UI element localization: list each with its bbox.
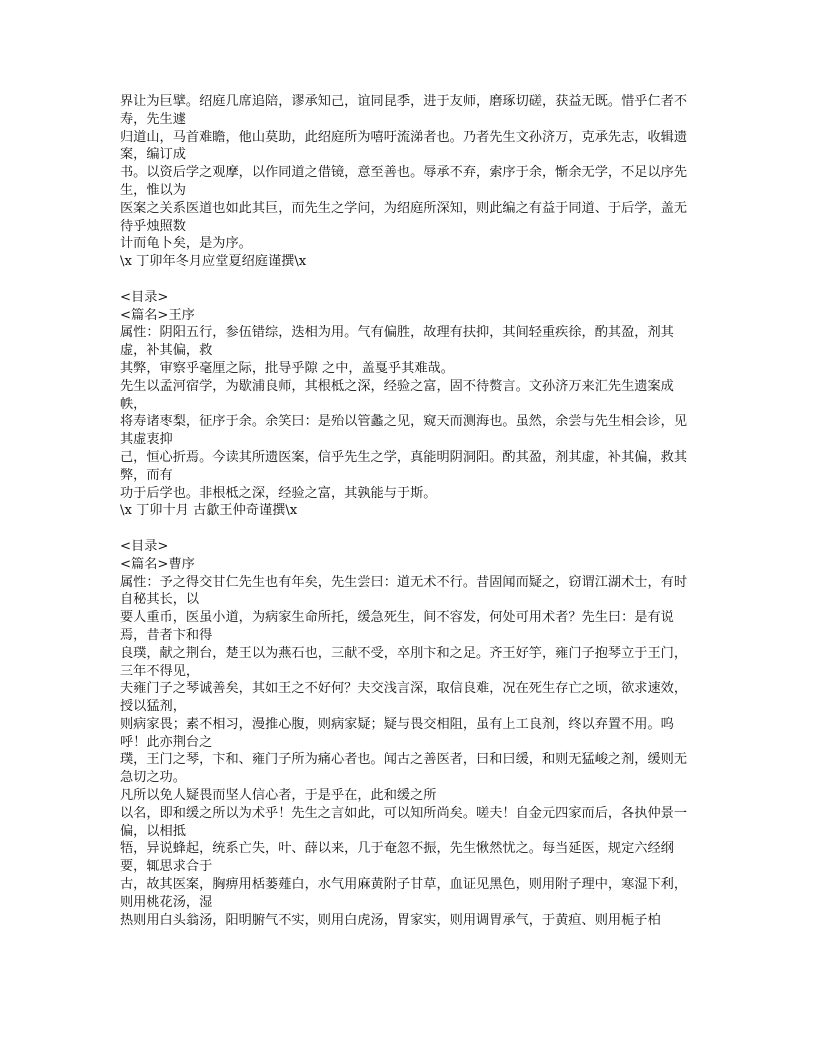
preface-xia-section bbox=[120, 93, 700, 271]
signature-line: \x 丁卯十月 古歙王仲奇谨撰\x bbox=[120, 503, 298, 519]
paragraph-line: 属性：予之得交甘仁先生也有年矣，先生尝曰：道无术不行。昔固闻而疑之，窃谓江湖术士，有时自秘其长，以 bbox=[120, 574, 688, 608]
paragraph-line: 功于后学也。非根柢之深，经验之富，其孰能与于斯。 bbox=[120, 485, 437, 501]
toc-marker: <目录> bbox=[120, 289, 169, 305]
paragraph-line: 属性：阴阳五行，参伍错综，迭相为用。气有偏胜，故理有扶抑，其间轻重疾徐，酌其盈，剂其虚，补其偏，救 bbox=[120, 325, 674, 359]
paragraph-line: 牾，异说蜂起，统系亡失，叶、薛以来，几于奄忽不振，先生愀然忧之。每当延医，规定六经纲要，辄思求合于 bbox=[120, 841, 674, 875]
paragraph-line: 以名，即和缓之所以为术乎！先生之言如此，可以知所尚矣。嗟夫！自金元四家而后，各执仲景一偏，以相抵 bbox=[120, 805, 688, 839]
paragraph-line: 夫雍门子之琴诚善矣，其如王之不好何？夫交浅言深，取信良难，况在死生存亡之顷，欲求速效，授以猛剂， bbox=[120, 681, 688, 715]
paragraph-line: 热则用白头翁汤，阳明腑气不实，则用白虎汤，胃家实，则用调胃承气，于黄疸、则用栀子柏 bbox=[120, 912, 661, 928]
section-title: <篇名>曹序 bbox=[120, 556, 195, 572]
paragraph-line: 则病家畏；素不相习，漫推心腹，则病家疑；疑与畏交相阻，虽有上工良剂，终以弃置不用。呜呼！此亦荆台之 bbox=[120, 716, 674, 750]
toc-marker: <目录> bbox=[120, 538, 169, 554]
paragraph-line: 医案之关系医道也如此其巨，而先生之学问，为绍庭所深知，则此编之有益于同道、于后学，盖无待乎烛照数 bbox=[120, 200, 688, 234]
section-title: <篇名>王序 bbox=[120, 307, 195, 323]
blank-line bbox=[120, 520, 700, 538]
paragraph-line: 其弊，审察乎毫厘之际，批导乎隙 之中，盖戛乎其难哉。 bbox=[120, 360, 454, 376]
paragraph-line: 书。以资后学之观摩，以作同道之借镜，意至善也。辱承不弃，索序于余，惭余无学，不足以序先生，惟以为 bbox=[120, 165, 688, 198]
document-page bbox=[120, 93, 700, 929]
blank-line bbox=[120, 271, 700, 289]
preface-cao-section bbox=[120, 538, 700, 930]
paragraph-line: 己，恒心折焉。今读其所遗医案，信乎先生之学，真能明阴洞阳。酌其盈，剂其虚，补其偏，救其弊，而有 bbox=[120, 449, 688, 483]
paragraph-line: 良璞，献之荆台，楚王以为燕石也，三献不受，卒刖卞和之足。齐王好竽，雍门子抱琴立于王门，三年不得见， bbox=[120, 645, 688, 679]
paragraph-line: 凡所以免人疑畏而坚人信心者，于是乎在，此和缓之所 bbox=[120, 788, 437, 804]
paragraph-line: 归道山，马首难瞻，他山莫助，此绍庭所为嘻吁流涕者也。乃者先生文孙济万，克承先志，收辑遗案，编订成 bbox=[120, 129, 688, 163]
paragraph-line: 将寿诸枣梨，征序于余。余笑曰：是殆以管蠡之见，窥天而测海也。虽然，余尝与先生相会诊，见其虚衷抑 bbox=[120, 414, 688, 448]
paragraph-line: 要人重币，医虽小道，为病家生命所托，缓急死生，间不容发，何处可用术者？先生曰：是有说焉，昔者卞和得 bbox=[120, 610, 674, 643]
paragraph-line: 古，故其医案，胸痹用栝蒌薤白，水气用麻黄附子甘草，血证见黑色，则用附子理中，寒湿下利，则用桃花汤，湿 bbox=[120, 877, 688, 910]
paragraph-line: 璞，王门之琴，卞和、雍门子所为痛心者也。闻古之善医者，曰和曰缓，和则无猛峻之剂，缓则无急切之功。 bbox=[120, 752, 688, 786]
preface-wang-section bbox=[120, 289, 700, 520]
paragraph-line: 界让为巨擘。绍庭几席追陪，谬承知己，谊同昆季，进于友师，磨琢切磋，获益无既。惜乎仁者不寿，先生遽 bbox=[120, 94, 688, 127]
paragraph-line: 计而龟卜矣，是为序。 bbox=[120, 236, 252, 252]
signature-line: \x 丁卯年冬月应堂夏绍庭谨撰\x bbox=[120, 254, 307, 270]
paragraph-line: 先生以孟河宿学，为歇浦良师，其根柢之深，经验之富，固不待赘言。文孙济万来汇先生遗案成帙， bbox=[120, 378, 674, 412]
